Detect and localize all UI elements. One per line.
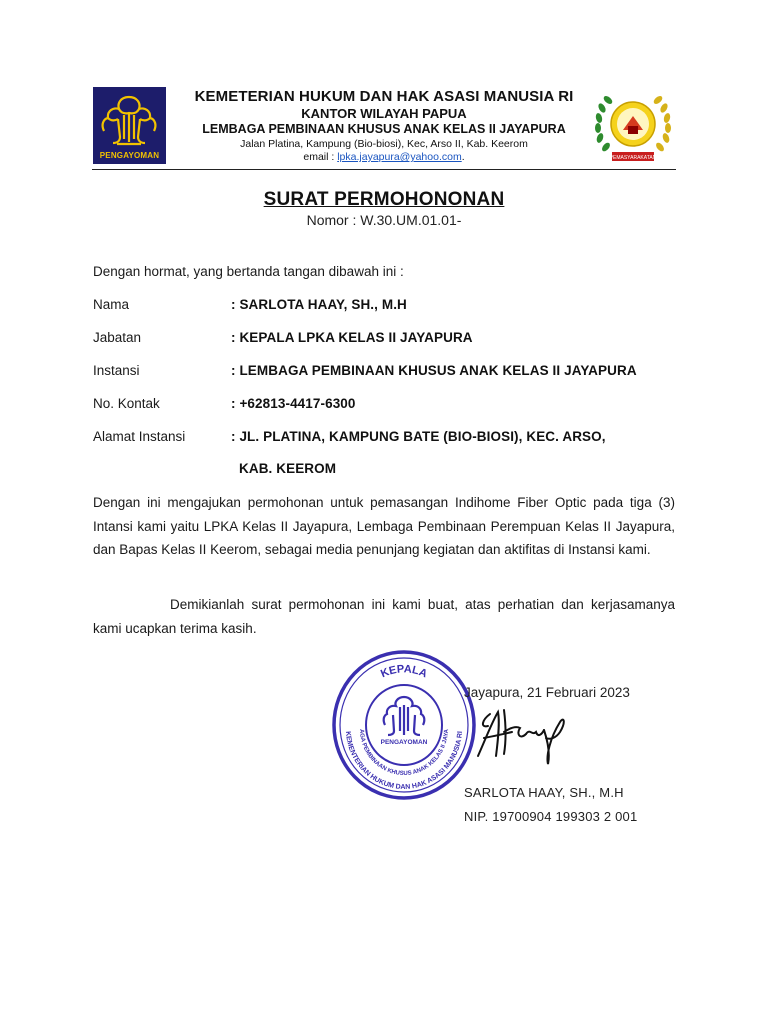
signer-nip: NIP. 19700904 199303 2 001 (464, 809, 638, 824)
email-label: email : (303, 151, 338, 163)
stamp-inner-ring-text: AGA PEMBINAAN KHUSUS ANAK KELAS II JAYA (357, 728, 451, 778)
emblem-banner-text: PEMASYARAKATAN (609, 155, 657, 161)
header-email-line (0, 151, 768, 163)
header-ministry: KEMETERIAN HUKUM DAN HAK ASASI MANUSIA RI (194, 88, 574, 105)
email-suffix: . (461, 151, 465, 163)
letter-number: Nomor : W.30.UM.01.01- (306, 212, 462, 228)
signer-name: SARLOTA HAAY, SH., M.H (464, 785, 624, 800)
greeting: Dengan hormat, yang bertanda tangan dibawah ini : (93, 264, 404, 279)
field-value-instansi: : LEMBAGA PEMBINAAN KHUSUS ANAK KELAS II JAYAPURA (231, 363, 637, 378)
field-label-nama: Nama (93, 297, 130, 312)
field-value-nama: : SARLOTA HAAY, SH., M.H (231, 297, 407, 312)
signature-place-date: Jayapura, 21 Februari 2023 (464, 685, 630, 700)
field-label-alamat: Alamat Instansi (93, 429, 186, 444)
svg-text:KEPALA (379, 663, 429, 680)
header-institution: LEMBAGA PEMBINAAN KHUSUS ANAK KELAS II JAYAPURA (202, 122, 566, 136)
field-value-alamat: : JL. PLATINA, KAMPUNG BATE (BIO-BIOSI), KEC. ARSO, (231, 429, 606, 444)
stamp-ring-text: KEMENTERIAN HUKUM DAN HAK ASASI MANUSIA RI (343, 730, 464, 792)
field-value-jabatan: : KEPALA LPKA KELAS II JAYAPURA (231, 330, 473, 345)
field-value-alamat-line2: KAB. KEEROM (239, 461, 337, 476)
header-office: KANTOR WILAYAH PAPUA (301, 106, 467, 121)
field-value-kontak: : +62813-4417-6300 (231, 396, 356, 411)
field-label-jabatan: Jabatan (93, 330, 142, 345)
signature-scribble-icon (470, 698, 580, 770)
stamp-seal-icon (330, 645, 478, 801)
field-label-kontak: No. Kontak (93, 396, 160, 411)
logo-left-label: PENGAYOMAN (99, 151, 160, 160)
official-stamp (330, 645, 478, 801)
letter-title: SURAT PERMOHONONAN (263, 189, 505, 210)
closing-text: Demikianlah surat permohonan ini kami buat, atas perhatian dan kerjasamanya kami ucapkan terima kasih. (93, 597, 675, 636)
handwritten-signature (470, 698, 580, 770)
email-link[interactable]: lpka.jayapura@yahoo.com (337, 151, 462, 163)
stamp-center-text: PENGAYOMAN (380, 739, 428, 746)
stamp-top-text: KEPALA (379, 663, 429, 681)
header-address: Jalan Platina, Kampung (Bio-biosi), Kec, Arso II, Kab. Keerom (240, 138, 528, 150)
field-label-instansi: Instansi (93, 363, 140, 378)
header-divider (92, 169, 676, 170)
body-paragraph-1: Dengan ini mengajukan permohonan untuk pemasangan Indihome Fiber Optic pada tiga (3) Intansi kami yaitu LPKA Kelas II Jayapura, Lembaga Pembinaan Perempuan Kelas II Jayapura, dan Bapas Kelas II Keerom, sebagai media penunjang kegiatan dan aktifitas di Instansi kami. (93, 495, 675, 557)
body-paragraph-2 (93, 593, 675, 640)
